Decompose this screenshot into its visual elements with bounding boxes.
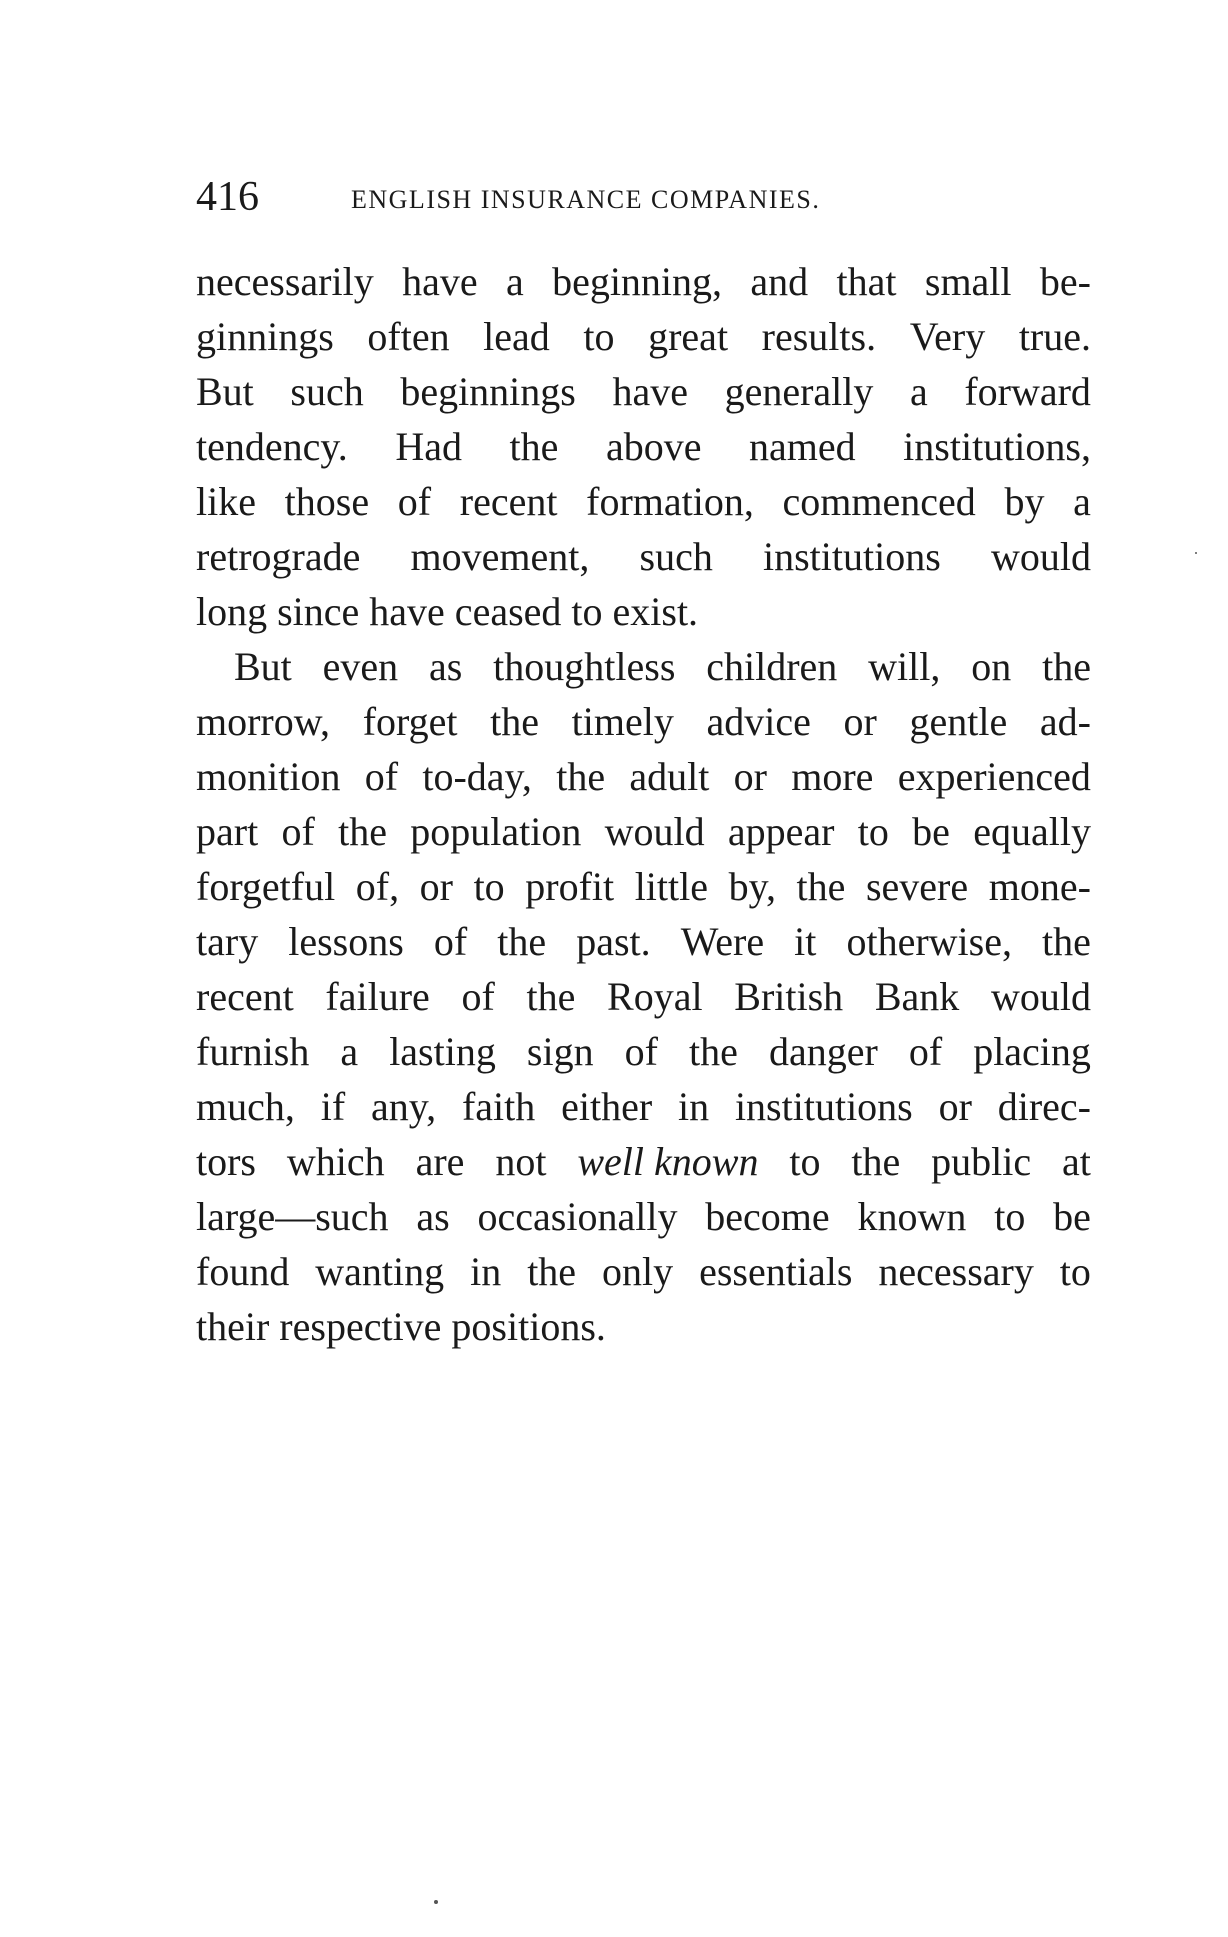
text-line: morrow, forget the timely advice or gentle ad- [196, 699, 1091, 744]
text-line: found wanting in the only essentials necessary to [196, 1249, 1091, 1294]
text-line: furnish a lasting sign of the danger of placing [196, 1029, 1091, 1074]
text-line: retrograde movement, such institutions would [196, 534, 1091, 579]
text-line: forgetful of, or to profit little by, the severe mone- [196, 864, 1091, 909]
text-line: their respective positions. [196, 1304, 606, 1349]
emphasis-phrase: well known [577, 1139, 759, 1184]
paragraph-1 [196, 254, 1091, 639]
text-line: tendency. Had the above named institutions, [196, 424, 1091, 469]
text-line: But such beginnings have generally a forward [196, 369, 1091, 414]
paragraph-2 [196, 639, 1091, 1354]
text-line: But even as thoughtless children will, on the [234, 644, 1091, 689]
text-line: like those of recent formation, commenced by a [196, 479, 1091, 524]
body-text [196, 254, 1091, 1354]
text-line: monition of to-day, the adult or more experienced [196, 754, 1091, 799]
paper-speck [1195, 552, 1197, 554]
text-line: large—such as occasionally become known to be [196, 1194, 1091, 1239]
text-line-with-emphasis: tors which are not well known to the public at [196, 1134, 1091, 1189]
running-title: ENGLISH INSURANCE COMPANIES. [351, 185, 821, 214]
text-line: necessarily have a beginning, and that small be- [196, 259, 1091, 304]
paper-speck [434, 1900, 438, 1904]
text-line: recent failure of the Royal British Bank would [196, 974, 1091, 1019]
running-head [196, 172, 1091, 222]
text-line: tary lessons of the past. Were it otherwise, the [196, 919, 1091, 964]
text-line: ginnings often lead to great results. Very true. [196, 314, 1091, 359]
page-number: 416 [196, 174, 259, 220]
text-line: long since have ceased to exist. [196, 589, 699, 634]
text-line: much, if any, faith either in institutions or direc- [196, 1084, 1091, 1129]
text-line: part of the population would appear to be equally [196, 809, 1091, 854]
